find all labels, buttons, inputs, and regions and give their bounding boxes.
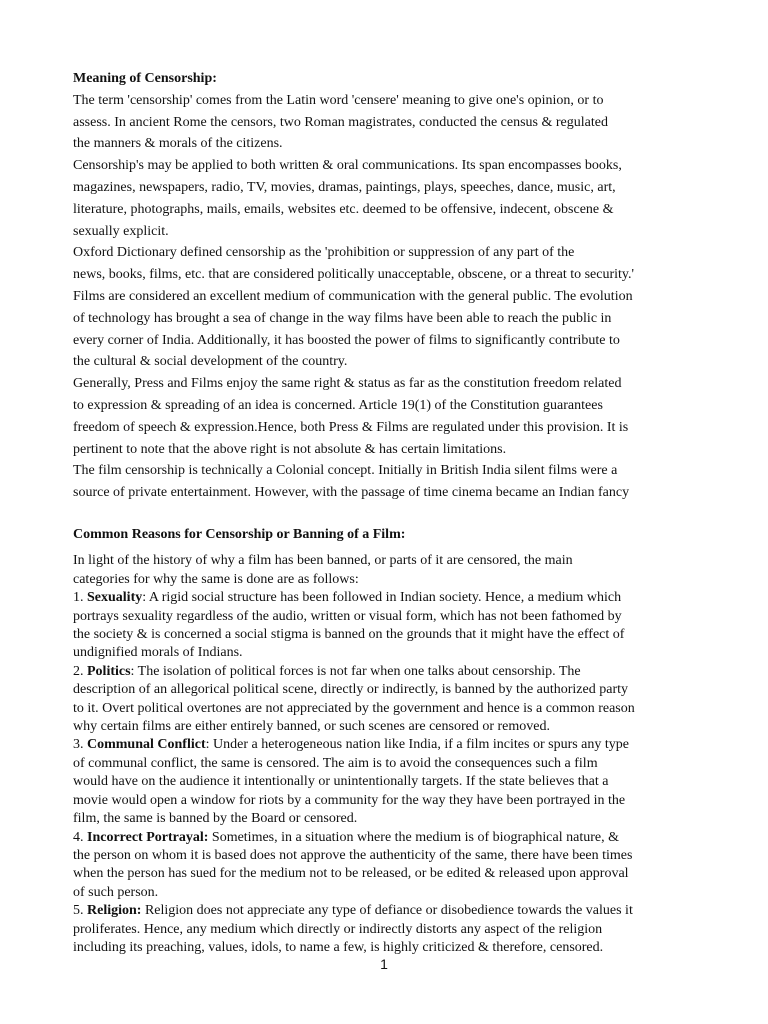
paragraph-line: sexually explicit. — [73, 223, 169, 239]
list-item-line: the person on whom it is based does not approve the authenticity of the same, there have been times — [73, 847, 633, 863]
list-item-text: Religion does not appreciate any type of defiance or disobedience towards the values it — [141, 903, 633, 919]
list-item-term: Communal Conflict — [87, 737, 206, 753]
section-reasons-for-censorship — [73, 526, 703, 957]
list-item-line: of such person. — [73, 884, 159, 900]
list-item-term: Sexuality — [87, 590, 143, 606]
paragraph-line: Films are considered an excellent medium of communication with the general public. The evolution — [73, 288, 633, 304]
section-heading: Common Reasons for Censorship or Banning of a Film: — [73, 527, 406, 542]
paragraph-line: Generally, Press and Films enjoy the same right & status as far as the constitution freedom related — [73, 376, 622, 392]
section-heading: Meaning of Censorship: — [73, 71, 217, 86]
intro-line: categories for why the same is done are as follows: — [73, 571, 359, 587]
list-item-text: The isolation of political forces is not far when one talks about censorship. The — [134, 663, 581, 679]
list-item-line: why certain films are either entirely banned, or such scenes are censored or removed. — [73, 719, 550, 735]
paragraph-line: literature, photographs, mails, emails, websites etc. deemed to be offensive, indecent, obscene & — [73, 201, 614, 217]
list-item-text: Under a heterogeneous nation like India, if a film incites or spurs any type — [209, 737, 630, 753]
page-number: 1 — [380, 956, 388, 972]
list-item-first-line — [73, 829, 703, 847]
list-item-number: 2. — [73, 663, 84, 679]
list-item-text: A rigid social structure has been followed in Indian society. Hence, a medium which — [146, 590, 622, 606]
list-item-number: 5. — [73, 903, 84, 919]
list-item-term: Incorrect Portrayal: — [87, 829, 209, 845]
paragraph-line: the cultural & social development of the country. — [73, 354, 348, 370]
paragraph-line: of technology has brought a sea of change in the way films have been able to reach the public in — [73, 310, 612, 326]
list-item-first-line — [73, 736, 703, 754]
list-item-first-line — [73, 663, 703, 681]
intro-line: In light of the history of why a film has been banned, or parts of it are censored, the main — [73, 553, 573, 569]
paragraph-line: The film censorship is technically a Colonial concept. Initially in British India silent films were a — [73, 463, 618, 479]
paragraph-line: magazines, newspapers, radio, TV, movies, dramas, paintings, plays, speeches, dance, music, art, — [73, 179, 616, 195]
list-item-separator: : — [142, 590, 147, 606]
paragraph-line: freedom of speech & expression.Hence, both Press & Films are regulated under this provision. It is — [73, 419, 629, 435]
list-item-line: undignified morals of Indians. — [73, 645, 243, 661]
paragraph-line: The term 'censorship' comes from the Latin word 'censere' meaning to give one's opinion, or to — [73, 92, 604, 108]
list-item-line: film, the same is banned by the Board or censored. — [73, 811, 358, 827]
paragraph-line: source of private entertainment. However, with the passage of time cinema became an Indian fancy — [73, 485, 630, 501]
paragraph-line: assess. In ancient Rome the censors, two Roman magistrates, conducted the census & regulated — [73, 114, 608, 130]
list-item-text: Sometimes, in a situation where the medium is of biographical nature, & — [208, 829, 619, 845]
paragraph-line: Censorship's may be applied to both written & oral communications. Its span encompasses books, — [73, 158, 622, 174]
list-item-line: description of an allegorical political scene, directly or indirectly, is banned by the authorized party — [73, 682, 629, 698]
list-item-line: when the person has sued for the medium not to be released, or be edited & released upon approval — [73, 866, 629, 882]
list-item-line: of communal conflict, the same is censored. The aim is to avoid the consequences such a film — [73, 755, 598, 771]
paragraph-line: pertinent to note that the above right is not absolute & has certain limitations. — [73, 441, 507, 457]
paragraph-line: every corner of India. Additionally, it has boosted the power of films to significantly contribute to — [73, 332, 620, 348]
paragraph-line: to expression & spreading of an idea is concerned. Article 19(1) of the Constitution guarantees — [73, 397, 603, 413]
list-item-separator: : — [130, 663, 135, 679]
list-item-term: Religion: — [87, 903, 142, 919]
list-item-line: including its preaching, values, idols, to name a few, is highly criticized & therefore, censored. — [73, 939, 604, 955]
list-item-line: the society & is concerned a social stigma is banned on the grounds that it might have the effect of — [73, 627, 625, 643]
paragraph-line: the manners & morals of the citizens. — [73, 136, 283, 152]
list-item-number: 4. — [73, 829, 84, 845]
list-item-line: would have on the audience it intentionally or unintentionally targets. If the state believes that a — [73, 774, 609, 790]
paragraph-line: Oxford Dictionary defined censorship as the 'prohibition or suppression of any part of the — [73, 245, 575, 261]
paragraph-line: news, books, films, etc. that are considered politically unacceptable, obscene, or a threat to security.' — [73, 267, 635, 283]
list-item-first-line — [73, 589, 703, 607]
list-item-term: Politics — [87, 663, 131, 679]
list-item-line: portrays sexuality regardless of the audio, written or visual form, which has not been fathomed by — [73, 608, 622, 624]
section-meaning-of-censorship — [73, 68, 703, 504]
list-item-line: proliferates. Hence, any medium which directly or indirectly distorts any aspect of the religion — [73, 921, 603, 937]
heading-spacer — [73, 544, 703, 552]
list-item-number: 3. — [73, 737, 84, 753]
list-item-separator: : — [205, 737, 210, 753]
list-item-number: 1. — [73, 590, 84, 606]
list-item-line: to it. Overt political overtones are not appreciated by the government and hence is a common reason — [73, 700, 635, 716]
list-item-first-line — [73, 902, 703, 920]
list-item-line: movie would open a window for riots by a community for the way they have been portrayed in the — [73, 792, 626, 808]
